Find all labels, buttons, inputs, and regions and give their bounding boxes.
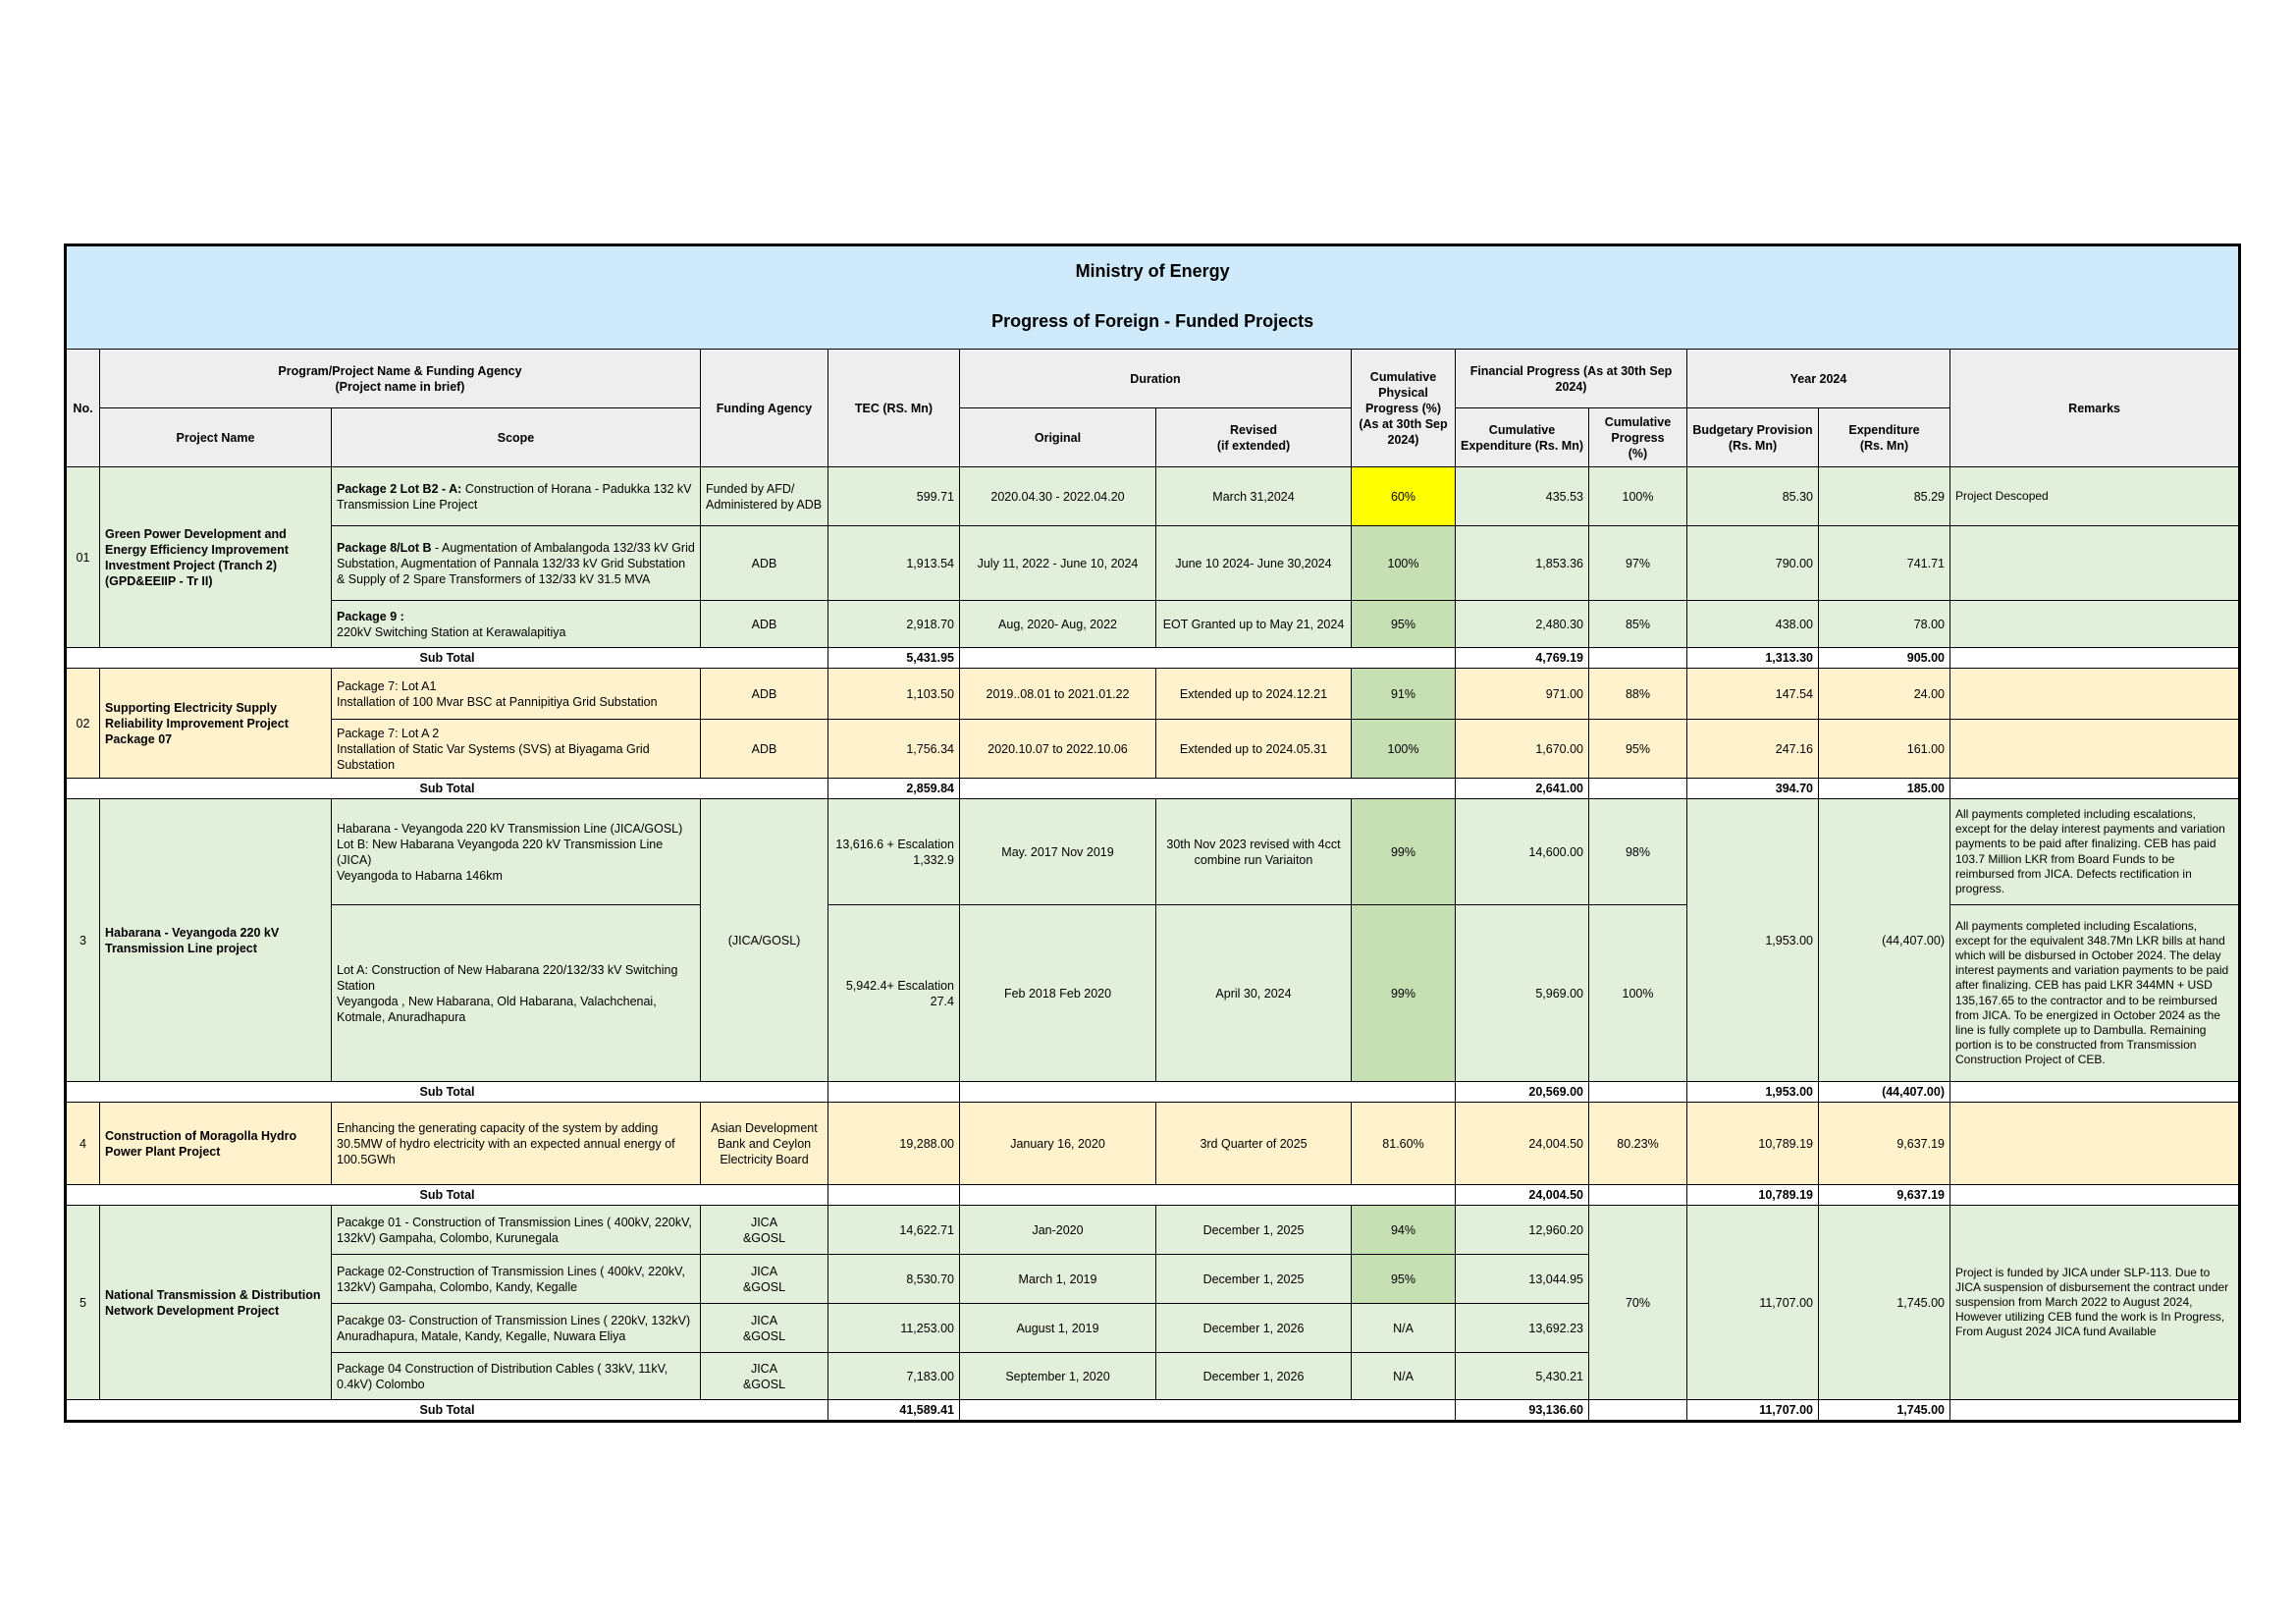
scope-cell: Pacakge 01 - Construction of Transmission Lines ( 400kV, 220kV, 132kV) Gampaha, Colombo, Kurunegala bbox=[332, 1206, 701, 1255]
subtotal-blank bbox=[1589, 779, 1687, 799]
subtotal-budgetary-provision: 10,789.19 bbox=[1687, 1185, 1819, 1206]
subtotal-blank bbox=[1950, 1185, 2240, 1206]
duration-revised: December 1, 2025 bbox=[1156, 1255, 1352, 1304]
expenditure-value: (44,407.00) bbox=[1819, 799, 1950, 1082]
duration-revised: June 10 2024- June 30,2024 bbox=[1156, 526, 1352, 601]
remarks-cell bbox=[1950, 669, 2240, 720]
header-row-1 bbox=[66, 350, 2240, 408]
duration-revised: December 1, 2026 bbox=[1156, 1353, 1352, 1400]
duration-revised: 30th Nov 2023 revised with 4cct combine run Variaiton bbox=[1156, 799, 1352, 905]
funding-agency: (JICA/GOSL) bbox=[701, 799, 828, 1082]
duration-revised: 3rd Quarter of 2025 bbox=[1156, 1103, 1352, 1185]
physical-progress: 99% bbox=[1352, 799, 1456, 905]
subtotal-row bbox=[66, 1185, 2240, 1206]
physical-progress: N/A bbox=[1352, 1353, 1456, 1400]
budgetary-provision: 438.00 bbox=[1687, 601, 1819, 648]
duration-original: 2019..08.01 to 2021.01.22 bbox=[960, 669, 1156, 720]
subtotal-blank bbox=[1950, 648, 2240, 669]
tec-value: 5,942.4+ Escalation 27.4 bbox=[828, 905, 960, 1082]
scope-cell bbox=[332, 601, 701, 648]
scope-cell bbox=[332, 526, 701, 601]
duration-original: March 1, 2019 bbox=[960, 1255, 1156, 1304]
tec-value: 599.71 bbox=[828, 467, 960, 526]
header-year: Year 2024 bbox=[1687, 350, 1950, 408]
project-no: 4 bbox=[66, 1103, 100, 1185]
table-row bbox=[66, 526, 2240, 601]
remarks-cell: All payments completed including escalations, except for the delay interest payments and variation payments to be paid after finalizing. CEB has paid 103.7 Million LKR from Board Funds to be reimbursed from JICA. Defects rectification in progress. bbox=[1950, 799, 2240, 905]
header-program: Program/Project Name & Funding Agency (Project name in brief) bbox=[100, 350, 701, 408]
scope-text: Construction of Horana - Padukka 132 kV Transmission Line Project bbox=[337, 481, 692, 512]
funding-agency: Asian Development Bank and Ceylon Electricity Board bbox=[701, 1103, 828, 1185]
table-row bbox=[66, 669, 2240, 720]
funding-agency: JICA &GOSL bbox=[701, 1353, 828, 1400]
subtotal-blank bbox=[1589, 1400, 1687, 1422]
funding-agency: ADB bbox=[701, 526, 828, 601]
subtotal-expenditure: 9,637.19 bbox=[1819, 1185, 1950, 1206]
header-remarks: Remarks bbox=[1950, 350, 2240, 467]
header-project-name: Project Name bbox=[100, 408, 332, 467]
remarks-cell bbox=[1950, 1103, 2240, 1185]
table-row bbox=[66, 1103, 2240, 1185]
scope-cell: Package 04 Construction of Distribution Cables ( 33kV, 11kV, 0.4kV) Colombo bbox=[332, 1353, 701, 1400]
subtotal-expenditure: 905.00 bbox=[1819, 648, 1950, 669]
project-no: 3 bbox=[66, 799, 100, 1082]
title-cell bbox=[66, 245, 2240, 350]
header-no: No. bbox=[66, 350, 100, 467]
header-financial-progress: Financial Progress (As at 30th Sep 2024) bbox=[1456, 350, 1687, 408]
expenditure-value: 9,637.19 bbox=[1819, 1103, 1950, 1185]
progress-report-sheet bbox=[64, 244, 2238, 1423]
funding-agency: JICA &GOSL bbox=[701, 1255, 828, 1304]
remarks-cell bbox=[1950, 720, 2240, 779]
project-name: National Transmission & Distribution Network Development Project bbox=[100, 1206, 332, 1400]
duration-revised: December 1, 2025 bbox=[1156, 1206, 1352, 1255]
cumulative-expenditure: 24,004.50 bbox=[1456, 1103, 1589, 1185]
subtotal-blank bbox=[960, 1400, 1456, 1422]
subtotal-label: Sub Total bbox=[66, 1082, 828, 1103]
budgetary-provision: 85.30 bbox=[1687, 467, 1819, 526]
project-name: Green Power Development and Energy Efficiency Improvement Investment Project (Tranch 2) (GPD&EEIIP - Tr II) bbox=[100, 467, 332, 648]
header-original: Original bbox=[960, 408, 1156, 467]
subtotal-expenditure: 185.00 bbox=[1819, 779, 1950, 799]
physical-progress: 60% bbox=[1352, 467, 1456, 526]
physical-progress: 95% bbox=[1352, 1255, 1456, 1304]
tec-value: 7,183.00 bbox=[828, 1353, 960, 1400]
expenditure-value: 161.00 bbox=[1819, 720, 1950, 779]
funding-agency: Funded by AFD/ Administered by ADB bbox=[701, 467, 828, 526]
tec-value: 1,103.50 bbox=[828, 669, 960, 720]
subtotal-cumulative-expenditure: 24,004.50 bbox=[1456, 1185, 1589, 1206]
title-row bbox=[66, 245, 2240, 350]
table-row bbox=[66, 601, 2240, 648]
cumulative-expenditure: 435.53 bbox=[1456, 467, 1589, 526]
funding-agency: JICA &GOSL bbox=[701, 1206, 828, 1255]
subtotal-expenditure: 1,745.00 bbox=[1819, 1400, 1950, 1422]
header-row-2 bbox=[66, 408, 2240, 467]
duration-revised: EOT Granted up to May 21, 2024 bbox=[1156, 601, 1352, 648]
scope-cell bbox=[332, 467, 701, 526]
tec-value: 11,253.00 bbox=[828, 1304, 960, 1353]
subtotal-tec: 41,589.41 bbox=[828, 1400, 960, 1422]
funding-agency: ADB bbox=[701, 669, 828, 720]
subtotal-blank bbox=[1950, 1400, 2240, 1422]
tec-value: 2,918.70 bbox=[828, 601, 960, 648]
cumulative-progress: 70% bbox=[1589, 1206, 1687, 1400]
subtotal-cumulative-expenditure: 4,769.19 bbox=[1456, 648, 1589, 669]
cumulative-expenditure: 5,969.00 bbox=[1456, 905, 1589, 1082]
budgetary-provision: 11,707.00 bbox=[1687, 1206, 1819, 1400]
physical-progress: 99% bbox=[1352, 905, 1456, 1082]
subtotal-expenditure: (44,407.00) bbox=[1819, 1082, 1950, 1103]
cumulative-progress: 88% bbox=[1589, 669, 1687, 720]
scope-heading: Package 2 Lot B2 - A: bbox=[337, 481, 462, 496]
cumulative-expenditure: 1,853.36 bbox=[1456, 526, 1589, 601]
physical-progress: 94% bbox=[1352, 1206, 1456, 1255]
subtotal-label: Sub Total bbox=[66, 779, 828, 799]
header-revised: Revised (if extended) bbox=[1156, 408, 1352, 467]
remarks-cell: Project Descoped bbox=[1950, 467, 2240, 526]
expenditure-value: 741.71 bbox=[1819, 526, 1950, 601]
duration-original: Feb 2018 Feb 2020 bbox=[960, 905, 1156, 1082]
cumulative-progress: 100% bbox=[1589, 467, 1687, 526]
page-subtitle: Progress of Foreign - Funded Projects bbox=[991, 311, 1314, 332]
scope-cell: Enhancing the generating capacity of the system by adding 30.5MW of hydro electricity with an expected annual energy of 100.5GWh bbox=[332, 1103, 701, 1185]
cumulative-expenditure: 13,044.95 bbox=[1456, 1255, 1589, 1304]
header-expenditure: Expenditure (Rs. Mn) bbox=[1819, 408, 1950, 467]
expenditure-value: 78.00 bbox=[1819, 601, 1950, 648]
tec-value: 8,530.70 bbox=[828, 1255, 960, 1304]
cumulative-progress: 85% bbox=[1589, 601, 1687, 648]
subtotal-cumulative-expenditure: 2,641.00 bbox=[1456, 779, 1589, 799]
duration-original: 2020.10.07 to 2022.10.06 bbox=[960, 720, 1156, 779]
subtotal-cumulative-expenditure: 93,136.60 bbox=[1456, 1400, 1589, 1422]
duration-revised: April 30, 2024 bbox=[1156, 905, 1352, 1082]
duration-original: 2020.04.30 - 2022.04.20 bbox=[960, 467, 1156, 526]
subtotal-row bbox=[66, 648, 2240, 669]
table-row bbox=[66, 467, 2240, 526]
physical-progress: 100% bbox=[1352, 720, 1456, 779]
subtotal-budgetary-provision: 1,313.30 bbox=[1687, 648, 1819, 669]
duration-revised: March 31,2024 bbox=[1156, 467, 1352, 526]
subtotal-blank bbox=[960, 779, 1456, 799]
subtotal-blank bbox=[1950, 779, 2240, 799]
project-name: Supporting Electricity Supply Reliability Improvement Project Package 07 bbox=[100, 669, 332, 779]
cumulative-progress: 97% bbox=[1589, 526, 1687, 601]
cumulative-expenditure: 2,480.30 bbox=[1456, 601, 1589, 648]
remarks-cell bbox=[1950, 526, 2240, 601]
project-name: Construction of Moragolla Hydro Power Plant Project bbox=[100, 1103, 332, 1185]
budgetary-provision: 247.16 bbox=[1687, 720, 1819, 779]
subtotal-label: Sub Total bbox=[66, 1185, 828, 1206]
table-row bbox=[66, 799, 2240, 905]
budgetary-provision: 10,789.19 bbox=[1687, 1103, 1819, 1185]
subtotal-cumulative-expenditure: 20,569.00 bbox=[1456, 1082, 1589, 1103]
physical-progress: N/A bbox=[1352, 1304, 1456, 1353]
project-name: Habarana - Veyangoda 220 kV Transmission Line project bbox=[100, 799, 332, 1082]
subtotal-budgetary-provision: 1,953.00 bbox=[1687, 1082, 1819, 1103]
subtotal-row bbox=[66, 1400, 2240, 1422]
tec-value: 14,622.71 bbox=[828, 1206, 960, 1255]
physical-progress: 95% bbox=[1352, 601, 1456, 648]
subtotal-budgetary-provision: 394.70 bbox=[1687, 779, 1819, 799]
duration-revised: Extended up to 2024.12.21 bbox=[1156, 669, 1352, 720]
scope-cell: Habarana - Veyangoda 220 kV Transmission Line (JICA/GOSL) Lot B: New Habarana Veyangoda 220 kV Transmission Line (JICA) Veyangoda to Habarna 146km bbox=[332, 799, 701, 905]
expenditure-value: 1,745.00 bbox=[1819, 1206, 1950, 1400]
subtotal-blank bbox=[960, 1082, 1456, 1103]
duration-original: January 16, 2020 bbox=[960, 1103, 1156, 1185]
cumulative-expenditure: 14,600.00 bbox=[1456, 799, 1589, 905]
subtotal-blank bbox=[1950, 1082, 2240, 1103]
header-scope: Scope bbox=[332, 408, 701, 467]
project-no: 5 bbox=[66, 1206, 100, 1400]
table-row bbox=[66, 1206, 2240, 1255]
subtotal-blank bbox=[1589, 1185, 1687, 1206]
cumulative-progress: 100% bbox=[1589, 905, 1687, 1082]
header-cumulative-physical: Cumulative Physical Progress (%) (As at 30th Sep 2024) bbox=[1352, 350, 1456, 467]
cumulative-progress: 80.23% bbox=[1589, 1103, 1687, 1185]
cumulative-expenditure: 12,960.20 bbox=[1456, 1206, 1589, 1255]
duration-original: Aug, 2020- Aug, 2022 bbox=[960, 601, 1156, 648]
scope-cell: Package 02-Construction of Transmission Lines ( 400kV, 220kV, 132kV) Gampaha, Colombo, Kandy, Kegalle bbox=[332, 1255, 701, 1304]
scope-cell: Pacakge 03- Construction of Transmission Lines ( 220kV, 132kV) Anuradhapura, Matale, Kandy, Kegalle, Nuwara Eliya bbox=[332, 1304, 701, 1353]
remarks-cell: All payments completed including Escalations, except for the equivalent 348.7Mn LKR bills at hand which will be disbursed in October 2024. The delay interest payments and variation payments to be paid after finalizing. CEB has paid LKR 344MN + USD 135,167.65 to the contractor and to be reimbursed from JICA. To be energized in October 2024 as the line is fully complete up to Dambulla. Remaining portion is to be constructed from Transmission Construction Project of CEB. bbox=[1950, 905, 2240, 1082]
funding-agency: ADB bbox=[701, 601, 828, 648]
tec-value: 13,616.6 + Escalation 1,332.9 bbox=[828, 799, 960, 905]
subtotal-blank bbox=[960, 648, 1456, 669]
header-duration: Duration bbox=[960, 350, 1352, 408]
expenditure-value: 85.29 bbox=[1819, 467, 1950, 526]
subtotal-budgetary-provision: 11,707.00 bbox=[1687, 1400, 1819, 1422]
remarks-cell: Project is funded by JICA under SLP-113. Due to JICA suspension of disbursement the contract under suspension from March 2022 to August 2024, However utilizing CEB fund the work is In Progress, From August 2024 JICA fund Available bbox=[1950, 1206, 2240, 1400]
header-funding-agency: Funding Agency bbox=[701, 350, 828, 467]
duration-original: Jan-2020 bbox=[960, 1206, 1156, 1255]
table-row bbox=[66, 720, 2240, 779]
remarks-cell bbox=[1950, 601, 2240, 648]
cumulative-expenditure: 13,692.23 bbox=[1456, 1304, 1589, 1353]
physical-progress: 91% bbox=[1352, 669, 1456, 720]
header-tec: TEC (RS. Mn) bbox=[828, 350, 960, 467]
tec-value: 1,756.34 bbox=[828, 720, 960, 779]
cumulative-progress: 95% bbox=[1589, 720, 1687, 779]
subtotal-row bbox=[66, 779, 2240, 799]
project-no: 01 bbox=[66, 467, 100, 648]
projects-table bbox=[64, 244, 2241, 1423]
subtotal-tec: 2,859.84 bbox=[828, 779, 960, 799]
header-cumulative-expenditure: Cumulative Expenditure (Rs. Mn) bbox=[1456, 408, 1589, 467]
subtotal-blank bbox=[1589, 1082, 1687, 1103]
scope-text: 220kV Switching Station at Kerawalapitiya bbox=[337, 624, 566, 639]
duration-original: August 1, 2019 bbox=[960, 1304, 1156, 1353]
project-no: 02 bbox=[66, 669, 100, 779]
duration-revised: Extended up to 2024.05.31 bbox=[1156, 720, 1352, 779]
subtotal-row bbox=[66, 1082, 2240, 1103]
budgetary-provision: 790.00 bbox=[1687, 526, 1819, 601]
page-title: Ministry of Energy bbox=[1075, 261, 1230, 281]
subtotal-blank bbox=[1589, 648, 1687, 669]
tec-value: 1,913.54 bbox=[828, 526, 960, 601]
scope-cell: Package 7: Lot A1 Installation of 100 Mvar BSC at Pannipitiya Grid Substation bbox=[332, 669, 701, 720]
scope-cell: Package 7: Lot A 2 Installation of Static Var Systems (SVS) at Biyagama Grid Substation bbox=[332, 720, 701, 779]
subtotal-label: Sub Total bbox=[66, 648, 828, 669]
duration-original: July 11, 2022 - June 10, 2024 bbox=[960, 526, 1156, 601]
duration-revised: December 1, 2026 bbox=[1156, 1304, 1352, 1353]
scope-heading: Package 9 : bbox=[337, 609, 404, 623]
header-cumulative-progress: Cumulative Progress (%) bbox=[1589, 408, 1687, 467]
budgetary-provision: 1,953.00 bbox=[1687, 799, 1819, 1082]
budgetary-provision: 147.54 bbox=[1687, 669, 1819, 720]
scope-cell: Lot A: Construction of New Habarana 220/132/33 kV Switching Station Veyangoda , New Habarana, Old Habarana, Valachchenai, Kotmale, Anuradhapura bbox=[332, 905, 701, 1082]
cumulative-expenditure: 1,670.00 bbox=[1456, 720, 1589, 779]
physical-progress: 100% bbox=[1352, 526, 1456, 601]
cumulative-expenditure: 5,430.21 bbox=[1456, 1353, 1589, 1400]
duration-original: September 1, 2020 bbox=[960, 1353, 1156, 1400]
physical-progress: 81.60% bbox=[1352, 1103, 1456, 1185]
subtotal-tec bbox=[828, 1082, 960, 1103]
cumulative-progress: 98% bbox=[1589, 799, 1687, 905]
cumulative-expenditure: 971.00 bbox=[1456, 669, 1589, 720]
scope-heading: Package 8/Lot B bbox=[337, 540, 432, 555]
tec-value: 19,288.00 bbox=[828, 1103, 960, 1185]
subtotal-label: Sub Total bbox=[66, 1400, 828, 1422]
funding-agency: JICA &GOSL bbox=[701, 1304, 828, 1353]
funding-agency: ADB bbox=[701, 720, 828, 779]
subtotal-tec bbox=[828, 1185, 960, 1206]
subtotal-blank bbox=[960, 1185, 1456, 1206]
subtotal-tec: 5,431.95 bbox=[828, 648, 960, 669]
scope-text: - Augmentation of Ambalangoda 132/33 kV Grid Substation, Augmentation of Pannala 132/33 kV Grid Substation & Supply of 2 Spare Transformers of 132/33 kV 31.5 MVA bbox=[337, 540, 695, 586]
header-budgetary-provision: Budgetary Provision (Rs. Mn) bbox=[1687, 408, 1819, 467]
duration-original: May. 2017 Nov 2019 bbox=[960, 799, 1156, 905]
expenditure-value: 24.00 bbox=[1819, 669, 1950, 720]
